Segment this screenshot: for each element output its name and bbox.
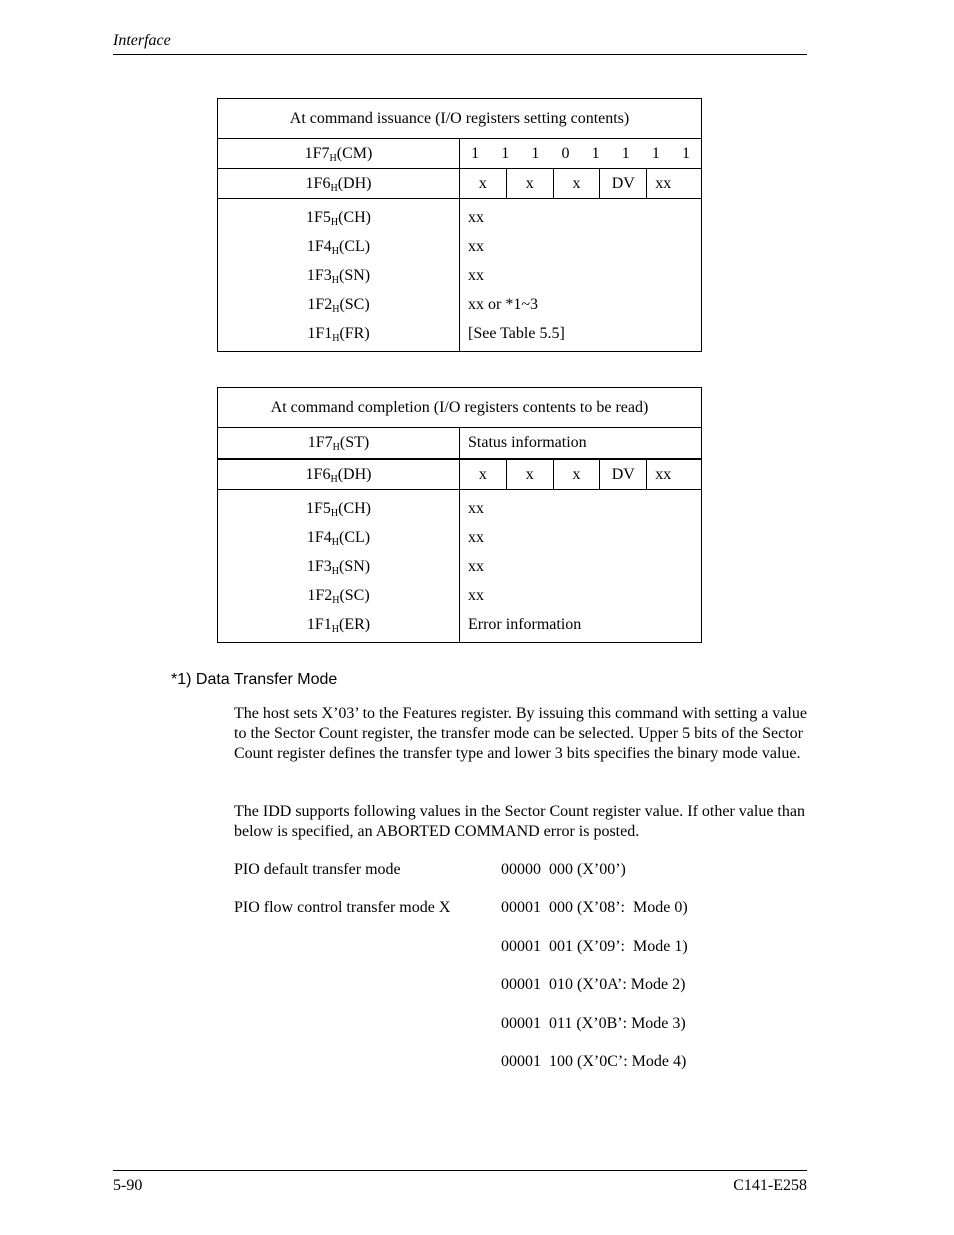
dh-bit: x: [507, 460, 554, 489]
device-head-bits: [460, 169, 702, 199]
register-values-group: [460, 199, 702, 352]
bit-5: 1: [531, 144, 540, 162]
dh-bit: x: [554, 169, 601, 198]
register-value: xx: [468, 267, 484, 284]
mode-value: 00001 010 (X’0A’: Mode 2): [501, 976, 686, 993]
register-label: $1F4_H(CL)$: [306, 238, 371, 257]
bit-3: 1: [591, 144, 600, 162]
register-label: $1F4_H(CL)$: [306, 529, 371, 548]
register-label: $1F1_H(ER)$: [306, 616, 371, 635]
page-number: 5-90: [113, 1177, 143, 1194]
mode-value: 00001 011 (X’0B’: Mode 3): [501, 1015, 686, 1032]
register-label: $1F3_H(SN)$: [306, 267, 371, 286]
mode-value: 00000 000 (X’00’): [501, 861, 626, 878]
register-label: $1F2_H(SC)$: [307, 587, 370, 606]
register-label: $1F1_H(FR)$: [307, 325, 370, 344]
table-title: At command issuance (I/O registers setting contents): [218, 99, 702, 139]
register-value: xx: [468, 500, 484, 517]
register-label: $1F3_H(SN)$: [306, 558, 371, 577]
bit-6: 1: [501, 144, 510, 162]
command-bits: [460, 139, 702, 169]
mode-value: 00001 100 (X’0C’: Mode 4): [501, 1053, 687, 1070]
bit-0: 1: [681, 144, 690, 162]
device-head-bits: [460, 459, 702, 490]
paragraph: The IDD supports following values in the Sector Count register value. If other value than below is specified, an ABORTED COMMAND error is posted.: [234, 803, 805, 840]
dh-bit-dv: DV: [600, 169, 647, 198]
section-heading: *1) Data Transfer Mode: [171, 671, 338, 688]
register-value: xx: [468, 558, 484, 575]
register-labels-group: [218, 490, 460, 643]
register-label: $1F5_H(CH)$: [305, 209, 372, 228]
dh-bit: x: [554, 460, 601, 489]
completion-register-table: [217, 387, 702, 643]
dh-bit: x: [460, 460, 507, 489]
bit-4: 0: [561, 144, 570, 162]
register-label-st: $1F7_H(ST)$: [218, 428, 460, 460]
dh-bit: x: [507, 169, 554, 198]
running-header: Interface: [113, 32, 171, 49]
register-value: [See Table 5.5]: [468, 325, 565, 342]
register-label: $1F5_H(CH)$: [305, 500, 372, 519]
header-rule: [113, 54, 807, 55]
mode-value: 00001 001 (X’09’: Mode 1): [501, 938, 688, 955]
dh-bits-rest: xx: [655, 465, 672, 483]
bit-1: 1: [651, 144, 660, 162]
bit-2: 1: [621, 144, 630, 162]
document-id: C141-E258: [733, 1177, 807, 1194]
status-information: Status information: [460, 428, 702, 460]
dh-bit: x: [460, 169, 507, 198]
dh-bit-dv: DV: [600, 460, 647, 489]
register-value: xx: [468, 209, 484, 226]
register-label: $1F2_H(SC)$: [307, 296, 370, 315]
register-value: xx: [468, 529, 484, 546]
register-values-group: [460, 490, 702, 643]
register-label-dh: $1F6_H(DH)$: [218, 459, 460, 490]
register-label-dh: $1F6_H(DH)$: [218, 169, 460, 199]
table-title: At command completion (I/O registers contents to be read): [218, 388, 702, 428]
mode-value: 00001 000 (X’08’: Mode 0): [501, 899, 688, 916]
mode-label: PIO default transfer mode: [234, 861, 401, 878]
register-value: xx: [468, 587, 484, 604]
register-labels-group: [218, 199, 460, 352]
issuance-register-table: [217, 98, 702, 352]
bit-7: 1: [471, 144, 480, 162]
register-value: xx or *1~3: [468, 296, 538, 313]
register-value: Error information: [468, 616, 582, 633]
paragraph: The host sets X’03’ to the Features register. By issuing this command with setting a value to the Sector Count register, the transfer mode can be selected. Upper 5 bits of the Sector Count register defines the transfer type and lower 3 bits specifies the binary mode value.: [234, 705, 807, 762]
register-label-cm: $1F7_H(CM)$: [218, 139, 460, 169]
footer-rule: [113, 1170, 807, 1171]
dh-bits-rest: xx: [655, 174, 672, 192]
mode-label: PIO flow control transfer mode X: [234, 899, 451, 916]
register-value: xx: [468, 238, 484, 255]
